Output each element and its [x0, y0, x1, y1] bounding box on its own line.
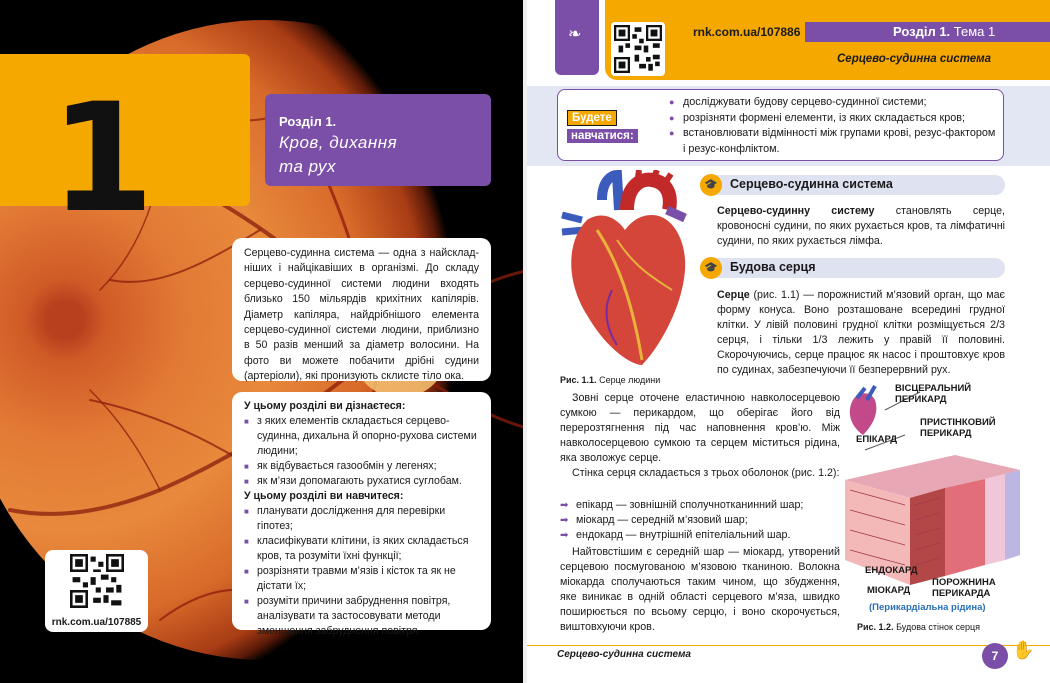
label-text: ПЕРИКАРД: [895, 394, 947, 405]
list-item: ■ з яких елементів складається серцево-судинна, дихальна й опорно-рухова системи людини;: [244, 414, 479, 459]
label-text: ПЕРИКАРД: [920, 428, 972, 439]
label-fluid: (Перикардіальна рідина): [869, 602, 986, 613]
list-item: ■ як відбувається газообмін у легенях;: [244, 459, 479, 474]
graduation-cap-icon: 🎓: [700, 257, 722, 279]
qr-url-left[interactable]: rnk.com.ua/107885: [51, 617, 142, 628]
layers-list: [560, 498, 803, 543]
label-text: ПЕРИКАРДА: [932, 588, 991, 599]
qr-card-right[interactable]: [611, 22, 665, 76]
section-1-paragraph: [717, 204, 1005, 249]
figure-1-label: Рис. 1.1.: [560, 375, 597, 385]
section-title-line-1: Кров, дихання: [279, 133, 398, 152]
label-cavity: [932, 577, 996, 599]
section-heading-2: [700, 258, 1005, 278]
section-2-paragraph: [717, 288, 1005, 378]
learn-list-2: [244, 504, 479, 639]
qr-code-icon[interactable]: [70, 554, 124, 608]
goals-badge-top: Будете: [567, 110, 617, 126]
section-1-text: становлять серце, кровоносні судини, по яких рухається кров, та лімфатичні судини, по яких рухається лімфа.: [717, 205, 1005, 247]
header-tab: [555, 0, 599, 75]
header-topic: Тема 1: [953, 24, 996, 39]
chapter-number-box: [0, 54, 250, 246]
list-item: ● розрізняти формені елементи, із яких складається кров;: [667, 111, 997, 127]
paragraph-pericardium: Зовні серце оточене еластичною навколосерцевою сумкою — перикардом, що оберігає його від перерозтягнення під час наповнення кров’ю. Між навколосерцевою сумкою та серцем міститься рідина, яка зволожує серце.: [560, 392, 840, 464]
intro-card: [232, 238, 491, 381]
chapter-number: 1: [50, 72, 155, 246]
paragraph-myocardium: Найтовстішим є середній шар — міокард, утворений серцевою посмугованою м’язовою тканиною. Волокна міокарда сполучаються таким чином, що збудження, яке виникає в одній області серцевого м’яза, швидко поширюється по всьому серцю, і воно скорочується, виштовхуючи кров.: [560, 546, 840, 633]
footer-title: Серцево-судинна система: [557, 649, 691, 660]
label-myocard: МІОКАРД: [867, 585, 911, 596]
label-epicard: ЕПІКАРД: [856, 434, 897, 445]
qr-code-icon[interactable]: [614, 25, 662, 73]
label-parietal: [920, 417, 996, 439]
list-item: ➡ епікард — зовнішній сполучнотканинний шар;: [560, 498, 803, 513]
learn-heading-1: У цьому розділі ви дізнаєтеся:: [244, 400, 406, 412]
section-2-text: (рис. 1.1) — порожнистий м’язовий орган, що має форму конуса. Воно розташоване всередині грудної клітки. У лівій половині грудної клітки розміщується 2/3 серця, і тільки 1/3 лежить у правій її половині. Скорочуючись, серце працює як насос і проштовхує кров по судинах, забезпечуючи її безперервний рух.: [717, 289, 1005, 376]
term-bold: Серце: [717, 289, 750, 301]
header-section: Розділ 1.: [893, 24, 951, 39]
learn-list-1: [244, 414, 479, 489]
figure-2-text: Будова стінок серця: [896, 622, 981, 632]
figure-2-caption: [857, 622, 980, 632]
section-heading-1: [700, 175, 1005, 195]
list-item: ■ розрізняти травми м’язів і кісток та як не дістати їх;: [244, 564, 479, 594]
footer-line: [527, 645, 1050, 646]
qr-card-left[interactable]: [45, 550, 148, 632]
section-title-box: [265, 94, 491, 186]
header-subtitle: Серцево-судинна система: [837, 53, 992, 65]
section-heading-1-text: Серцево-судинна система: [730, 177, 893, 191]
left-page: [0, 0, 523, 683]
goals-list: [667, 95, 997, 157]
right-page: [527, 0, 1050, 683]
header-section-bar: [805, 22, 1050, 42]
label-text: ВІСЦЕРАЛЬНИЙ: [895, 383, 972, 394]
label-text: ПРИСТІНКОВИЙ: [920, 417, 996, 428]
list-item: ■ розуміти причини забруднення повітря, аналізувати та застосовувати методи зменшення забруднення повітря.: [244, 594, 479, 639]
list-item: ■ як м’язи допомагають рухатися суглобам.: [244, 474, 479, 489]
learn-card: [232, 392, 491, 637]
figure-1-caption: [560, 375, 660, 385]
figure-2-label: Рис. 1.2.: [857, 622, 894, 632]
list-item: ● досліджувати будову серцево-судинної системи;: [667, 95, 997, 111]
list-item: ➡ міокард — середній м’язовий шар;: [560, 513, 803, 528]
label-visceral: [895, 383, 971, 405]
graduation-cap-icon: 🎓: [700, 174, 722, 196]
header-url[interactable]: rnk.com.ua/107886: [693, 25, 801, 39]
goals-badge: [567, 108, 638, 144]
section-heading-2-text: Будова серця: [730, 260, 816, 274]
paragraph-wall: Стінка серця складається з трьох оболонок (рис. 1.2):: [572, 467, 840, 479]
reader-icon: ✋: [1012, 640, 1035, 660]
term-bold: Серцево-судинну систему: [717, 205, 875, 217]
list-item: ■ планувати дослідження для перевірки гіпотез;: [244, 504, 479, 534]
page-number: 7: [982, 643, 1008, 669]
list-item: ■ класифікувати клітини, із яких складається кров, та розуміти їхні функції;: [244, 534, 479, 564]
figure-1-text: Серце людини: [599, 375, 661, 385]
label-text: ПОРОЖНИНА: [932, 577, 996, 588]
goals-badge-bottom: навчатися:: [567, 129, 638, 143]
section-label: Розділ 1.: [279, 114, 337, 129]
list-item: ● встановлювати відмінності між групами крові, резус-фактором і резус-конфліктом.: [667, 126, 997, 157]
heart-illustration: [557, 170, 692, 370]
section-title-line-2: та рух: [279, 157, 337, 176]
intro-text: Серцево-судинна система — одна з найсклад-ніших і найцікавіших в організмі. До складу серцево-судинної системи людини входять близько 150 мільярдів крихітних капілярів. Діаметр капіляра, найдрібнішого елемента серцево-судинної системи людини, приблизно в 50 разів менший за діаметр волосини. На фото ви можете побачити дрібні судини (артеріоли), які пронизують склисте тіло ока.: [244, 247, 479, 383]
label-endocard: ЕНДОКАРД: [865, 565, 918, 576]
leaf-icon: ❧: [568, 26, 582, 43]
learn-heading-2: У цьому розділі ви навчитеся:: [244, 490, 404, 502]
list-item: ➡ ендокард — внутрішній епітеліальний шар.: [560, 528, 803, 543]
